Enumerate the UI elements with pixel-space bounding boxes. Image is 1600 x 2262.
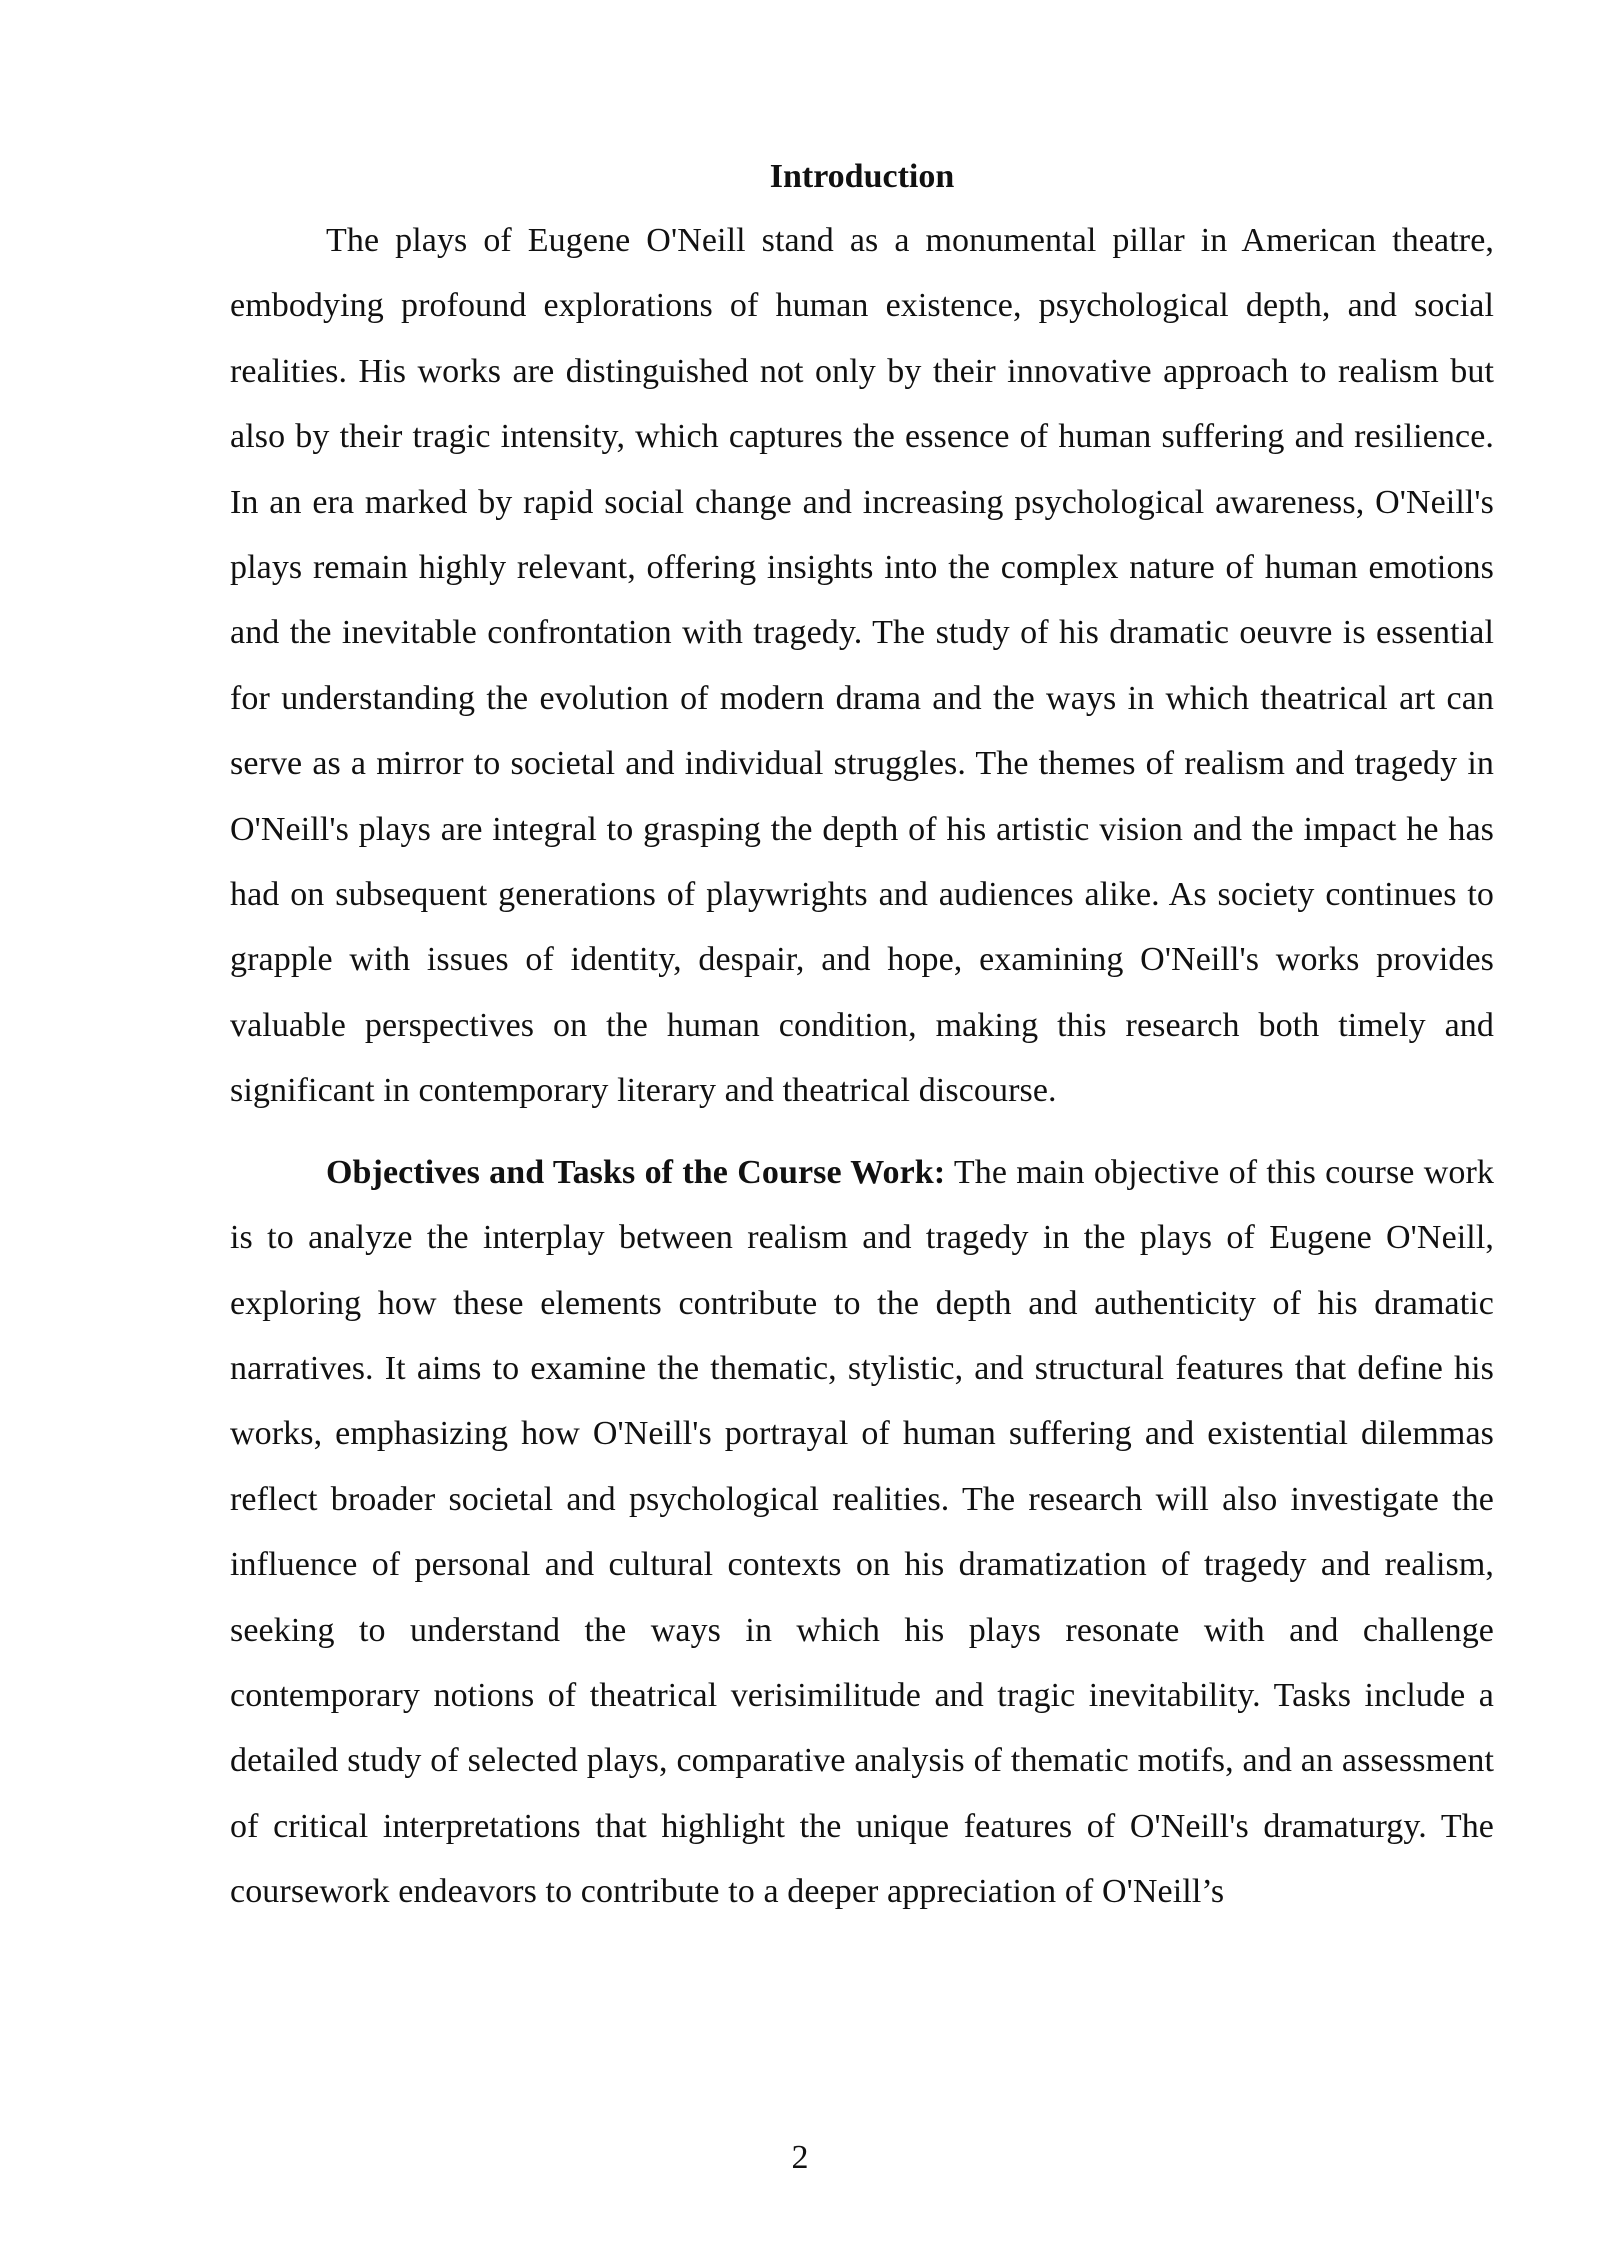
page-number: 2: [791, 2139, 809, 2176]
section-heading: Introduction: [769, 158, 955, 195]
paragraph-text: The plays of Eugene O'Neill stand as a monumental pillar in American theatre, embodying profound explorations of human existence, psychological depth, and social realities. His works are distinguished not only by their innovative approach to realism but also by their tragic intensity, which captures the essence of human suffering and resilience. In an era marked by rapid social change and increasing psychological awareness, O'Neill's plays remain highly relevant, offering insights into the complex nature of human emotions and the inevitable confrontation with tragedy. The study of his dramatic oeuvre is essential for understanding the evolution of modern drama and the ways in which theatrical art can serve as a mirror to societal and individual struggles. The themes of realism and tragedy in O'Neill's plays are integral to grasping the depth of his artistic vision and the impact he has had on subsequent generations of playwrights and audiences alike. As society continues to grapple with issues of identity, despair, and hope, examining O'Neill's works provides valuable perspectives on the human condition, making this research both timely and significant in contemporary literary and theatrical discourse.: [230, 222, 1494, 1110]
objectives-paragraph: [230, 1140, 1494, 1925]
paragraph-lead: Objectives and Tasks of the Course Work:: [326, 1153, 946, 1191]
paragraph-text: The main objective of this course work is to analyze the interplay between realism and tragedy in the plays of Eugene O'Neill, exploring how these elements contribute to the depth and authenticity of his dramatic narratives. It aims to examine the thematic, stylistic, and structural features that define his works, emphasizing how O'Neill's portrayal of human suffering and existential dilemmas reflect broader societal and psychological realities. The research will also investigate the influence of personal and cultural contexts on his dramatization of tragedy and realism, seeking to understand the ways in which his plays resonate with and challenge contemporary notions of theatrical verisimilitude and tragic inevitability. Tasks include a detailed study of selected plays, comparative analysis of thematic motifs, and an assessment of critical interpretations that highlight the unique features of O'Neill's dramaturgy. The coursework endeavors to contribute to a deeper appreciation of O'Neill’s: [230, 1153, 1494, 1911]
introduction-paragraph: [230, 208, 1494, 1124]
page-content: [230, 146, 1494, 1925]
